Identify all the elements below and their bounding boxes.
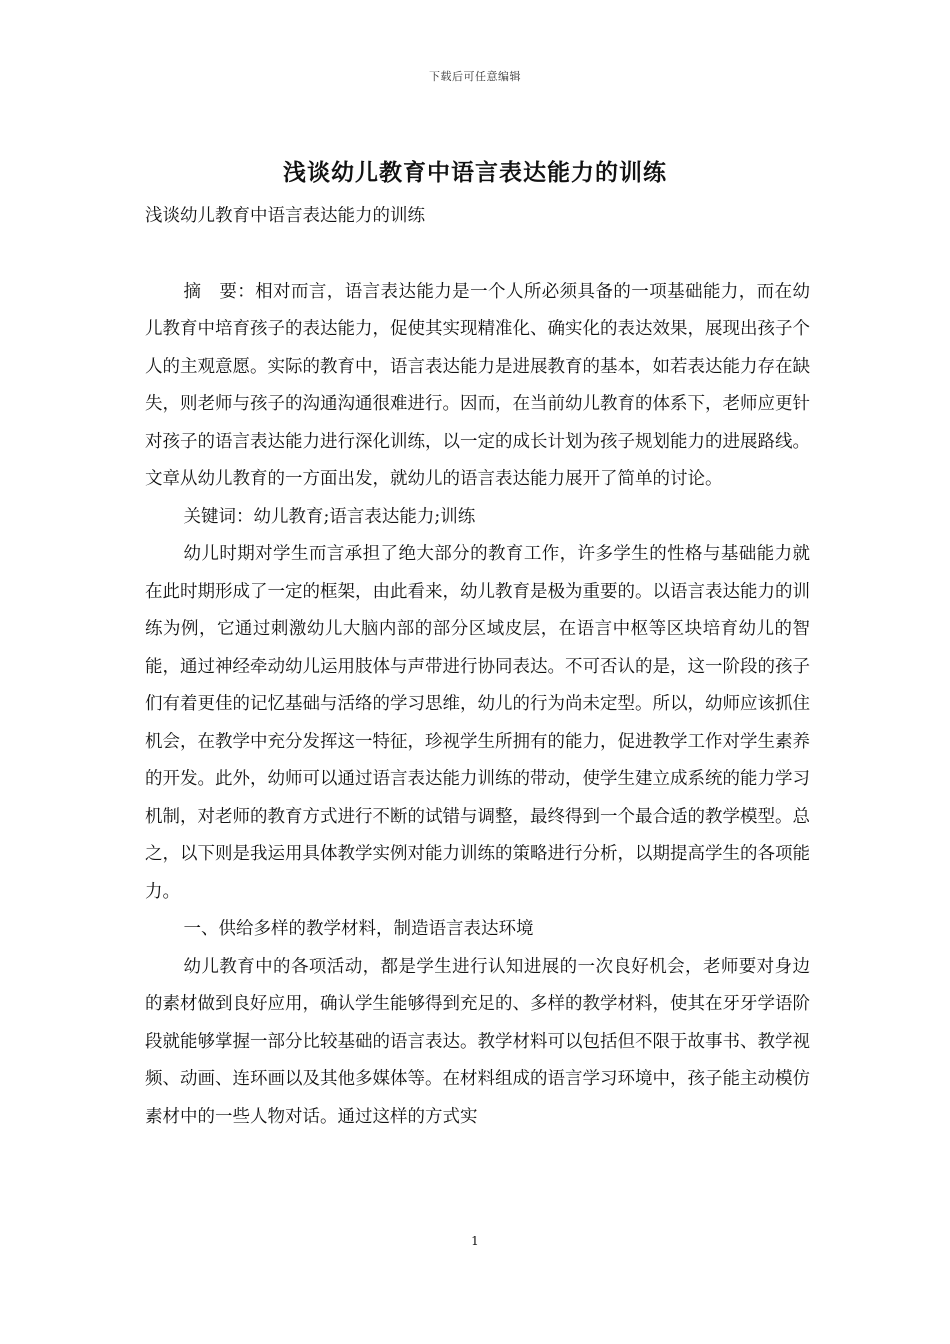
section-heading: 一、供给多样的教学材料，制造语言表达环境 [183,919,534,939]
abstract-paragraph: 摘 要：相对而言，语言表达能力是一个人所必须具备的一项基础能力，而在幼儿教育中培育孩子的表达能力，促使其实现精准化、确实化的表达效果，展现出孩子个人的主观意愿。实际的教育中，语言表达能力是进展教育的基本，如若表达能力存在缺失，则老师与孩子的沟通沟通很难进行。因而，在当前幼儿教育的体系下，老师应更针对孩子的语言表达能力进行深化训练，以一定的成长计划为孩子规划能力的进展路线。文章从幼儿教育的一方面出发，就幼儿的语言表达能力展开了简单的讨论。 [145,281,810,489]
document-body [145,198,810,1136]
intro-paragraph: 幼儿时期对学生而言承担了绝大部分的教育工作，许多学生的性格与基础能力就在此时期形成了一定的框架，由此看来，幼儿教育是极为重要的。以语言表达能力的训练为例，它通过刺激幼儿大脑内部的部分区域皮层，在语言中枢等区块培育幼儿的智能，通过神经牵动幼儿运用肢体与声带进行协同表达。不可否认的是，这一阶段的孩子们有着更佳的记忆基础与活络的学习思维，幼儿的行为尚未定型。所以，幼师应该抓住机会，在教学中充分发挥这一特征，珍视学生所拥有的能力，促进教学工作对学生素养的开发。此外，幼师可以通过语言表达能力训练的带动，使学生建立成系统的能力学习机制，对老师的教育方式进行不断的试错与调整，最终得到一个最合适的教学模型。总之，以下则是我运用具体教学实例对能力训练的策略进行分析，以期提高学生的各项能力。 [145,544,810,902]
page-number: 1 [471,1234,479,1248]
keywords-paragraph: 关键词：幼儿教育;语言表达能力;训练 [183,506,476,527]
document-subtitle: 浅谈幼儿教育中语言表达能力的训练 [145,206,425,226]
document-title: 浅谈幼儿教育中语言表达能力的训练 [283,159,667,186]
header-note: 下载后可任意编辑 [429,70,521,83]
section-paragraph: 幼儿教育中的各项活动，都是学生进行认知进展的一次良好机会，老师要对身边的素材做到良好应用，确认学生能够得到充足的、多样的教学材料，使其在牙牙学语阶段就能够掌握一部分比较基础的语言表达。教学材料可以包括但不限于故事书、教学视频、动画、连环画以及其他多媒体等。在材料组成的语言学习环境中，孩子能主动模仿素材中的一些人物对话。通过这样的方式实 [145,956,810,1127]
